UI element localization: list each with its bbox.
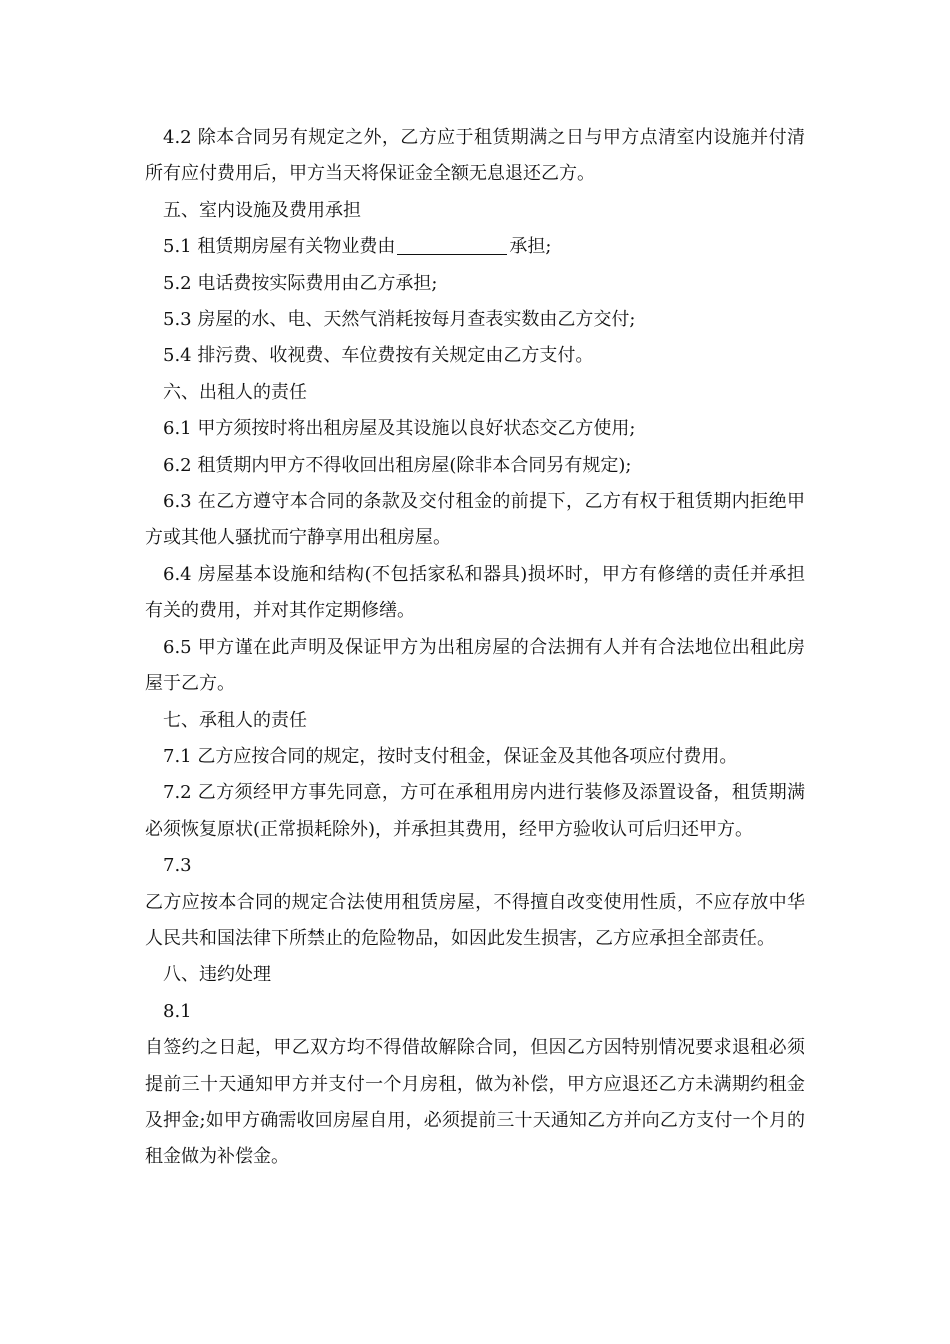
clause-5-3: 5.3 房屋的水、电、天然气消耗按每月查表实数由乙方交付; — [163, 309, 636, 331]
clause-5-4: 5.4 排污费、收视费、车位费按有关规定由乙方支付。 — [163, 345, 594, 367]
contract-body — [145, 120, 805, 1176]
clause-8-1-body: 自签约之日起，甲乙双方均不得借故解除合同，但因乙方因特别情况要求退租必须提前三十天通知甲方并支付一个月房租，做为补偿，甲方应退还乙方未满期约租金及押金;如甲方确需收回房屋自用，必须提前三十天通知乙方并向乙方支付一个月的租金做为补偿金。 — [145, 1037, 805, 1168]
fill-in-blank — [397, 234, 507, 255]
section-heading-7: 七、承租人的责任 — [163, 709, 307, 731]
clause-6-4: 6.4 房屋基本设施和结构(不包括家私和器具)损坏时，甲方有修缮的责任并承担有关的费用，并对其作定期修缮。 — [145, 563, 805, 622]
clause-6-1: 6.1 甲方须按时将出租房屋及其设施以良好状态交乙方使用; — [163, 418, 636, 440]
clause-6-2: 6.2 租赁期内甲方不得收回出租房屋(除非本合同另有规定); — [163, 454, 632, 476]
clause-7-1: 7.1 乙方应按合同的规定，按时支付租金，保证金及其他各项应付费用。 — [163, 745, 738, 767]
section-heading-6: 六、出租人的责任 — [163, 381, 307, 403]
clause-7-3-number: 7.3 — [163, 855, 192, 877]
clause-5-2: 5.2 电话费按实际费用由乙方承担; — [163, 272, 438, 294]
section-heading-5: 五、室内设施及费用承担 — [163, 199, 361, 221]
clause-4-2: 4.2 除本合同另有规定之外，乙方应于租赁期满之日与甲方点清室内设施并付清所有应付费用后，甲方当天将保证金全额无息退还乙方。 — [145, 127, 805, 185]
clause-5-1 — [145, 229, 805, 265]
clause-7-3-body: 乙方应按本合同的规定合法使用租赁房屋，不得擅自改变使用性质，不应存放中华人民共和国法律下所禁止的危险物品，如因此发生损害，乙方应承担全部责任。 — [145, 891, 805, 949]
clause-5-1-lead: 5.1 租赁期房屋有关物业费由 — [163, 236, 396, 258]
clause-7-2: 7.2 乙方须经甲方事先同意，方可在承租用房内进行装修及添置设备，租赁期满必须恢复原状(正常损耗除外)，并承担其费用，经甲方验收认可后归还甲方。 — [145, 782, 805, 840]
clause-6-5: 6.5 甲方谨在此声明及保证甲方为出租房屋的合法拥有人并有合法地位出租此房屋于乙方。 — [145, 636, 805, 695]
clause-6-3: 6.3 在乙方遵守本合同的条款及交付租金的前提下，乙方有权于租赁期内拒绝甲方或其他人骚扰而宁静享用出租房屋。 — [145, 491, 805, 549]
clause-8-1-number: 8.1 — [163, 1000, 192, 1022]
section-heading-8: 八、违约处理 — [163, 964, 271, 986]
clause-5-1-tail: 承担; — [509, 236, 552, 258]
